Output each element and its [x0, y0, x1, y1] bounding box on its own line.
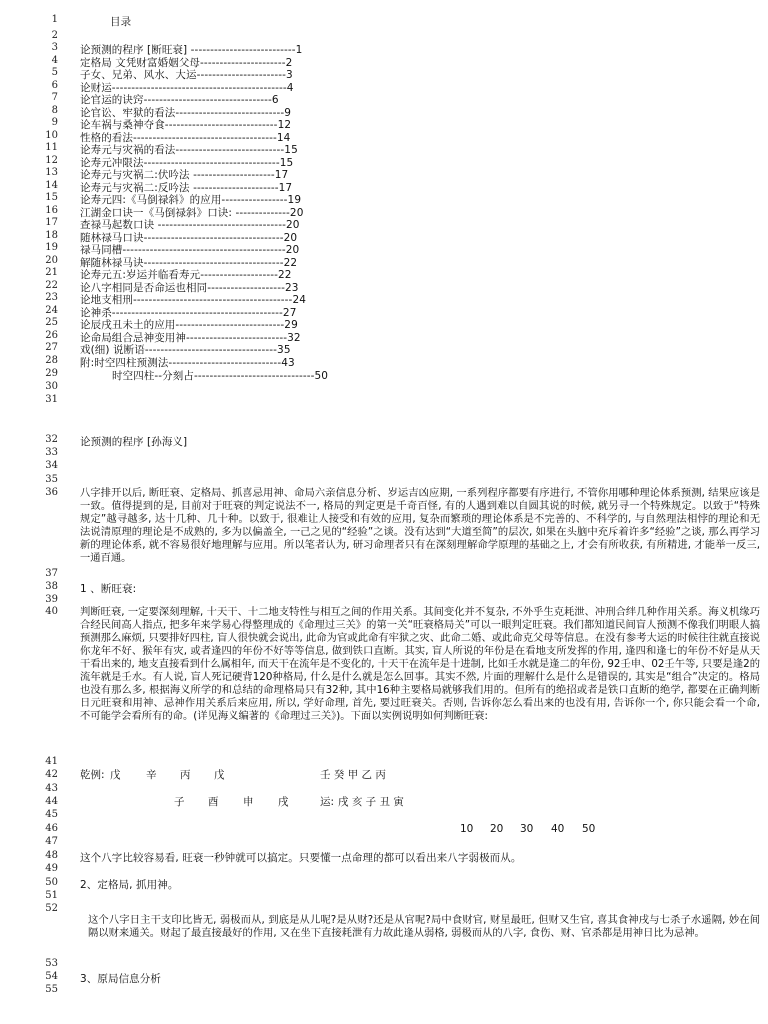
toc-entry: 随林禄马口诀------------------------------------20: [80, 232, 298, 244]
line-number: 21: [45, 267, 58, 278]
line-number: 38: [45, 581, 58, 592]
line-number: 11: [45, 142, 58, 153]
toc-entry: 查禄马起数口诀 ---------------------------------20: [80, 219, 300, 231]
item-paragraph-2: 这个八字日主干支印比皆无, 弱极而从, 到底是从儿呢?是从财?还是从官呢?局中食财官, 财星最旺, 但财又生官, 喜其食神戌与七杀子水遥隔, 妙在间隔以财来通关。财起了最直接最好的作用, 又在坐下直接耗泄有力故此逢从弱格, 弱极而从的八字, 食伤、财、官杀都是用神日比为忌神。: [88, 914, 760, 939]
line-number: 44: [45, 796, 58, 807]
line-number: 2: [51, 30, 58, 41]
line-number: 46: [45, 823, 58, 834]
line-number: 43: [45, 783, 58, 794]
toc-entry: 江湖金口诀一《马倒禄斜》口诀: --------------20: [80, 207, 304, 219]
line-number: 39: [45, 594, 58, 605]
line-number: 7: [51, 92, 58, 103]
toc-entry: 论官运的诀窍---------------------------------6: [80, 94, 279, 106]
toc-entry: 论寿元与灾祸二:伏吟法 ---------------------17: [80, 169, 289, 181]
luck-age: 50: [582, 823, 596, 835]
line-number: 18: [45, 230, 58, 241]
toc-entry: 论命局组合忌神变用神--------------------------32: [80, 332, 301, 344]
toc-entry: 论神杀--------------------------------------------27: [80, 307, 297, 319]
line-number: 29: [45, 368, 58, 379]
line-number: 4: [51, 55, 58, 66]
line-number: 9: [51, 117, 58, 128]
month-branch: 酉: [208, 796, 219, 808]
toc-entry: 禄马同槽------------------------------------------20: [80, 244, 300, 256]
toc-entry: 论官讼、牢狱的看法----------------------------9: [80, 107, 292, 119]
luck-age: 40: [551, 823, 565, 835]
line-number: 25: [45, 317, 58, 328]
line-number: 27: [45, 342, 58, 353]
toc-entry: 论寿元与灾祸二:反吟法 ----------------------17: [80, 182, 293, 194]
line-number: 42: [45, 769, 58, 780]
line-number: 22: [45, 280, 58, 291]
toc-entry: 解随林禄马诀------------------------------------22: [80, 257, 298, 269]
line-number: 50: [45, 877, 58, 888]
line-number: 32: [45, 434, 58, 445]
toc-entry: 论辰戌丑未土的应用----------------------------29: [80, 319, 298, 331]
toc-entry: 论财运---------------------------------------------4: [80, 82, 294, 94]
line-number: 5: [51, 67, 58, 78]
line-number: 23: [45, 292, 58, 303]
line-number: 40: [45, 606, 58, 617]
day-branch: 申: [243, 796, 254, 808]
line-number: 12: [45, 155, 58, 166]
toc-entry: 子女、兄弟、风水、大运-----------------------3: [80, 69, 293, 81]
line-number: 47: [45, 836, 58, 847]
toc-entry: 附:时空四柱预测法-----------------------------43: [80, 357, 295, 369]
toc-entry: 论寿元四:《马倒禄斜》的应用-----------------19: [80, 194, 302, 206]
intro-paragraph: 八字排开以后, 断旺衰、定格局、抓喜忌用神、命局六亲信息分析、岁运吉凶应期, 一系列程序都要有序进行, 不管你用哪种理论体系预测, 结果应该是一致。值得提到的是, 目前对于旺衰的判定说法不一, 格局的判定更是千奇百怪, 有的人遇到难以自圆其说的时候, 就另寻一个特殊规定。以致于“特殊规定”越寻越多, 达十几种、几十种。以致于, 很难让人接受和有效的应用, 复杂而繁琐的理论体系是不完善的、不科学的, 与自然理法相悖的理论和无法说清原理的理论是不成熟的, 多为以偏盖全, 一己之见的“经验”之谈。没有达到“大道至简”的层次, 如果在头脑中充斥着许多“经验”之谈, 那么再学习新的理论体系, 就不容易很好地理解与应用。所以笔者认为, 研习命理者只有在深刻理解命学原理的基础之上, 才会有所收获, 有所精进, 才能举一反三, 一通百通。: [80, 487, 760, 564]
luck-stems: 壬 癸 甲 乙 丙: [320, 769, 386, 781]
item-heading-2: 2、定格局, 抓用神。: [80, 879, 179, 891]
toc-entry: 性格的看法-------------------------------------14: [80, 132, 291, 144]
day-stem: 丙: [180, 769, 191, 781]
line-number: 45: [45, 809, 58, 820]
line-number: 16: [45, 205, 58, 216]
toc-entry: 论寿元五:岁运并临看寿元--------------------22: [80, 269, 292, 281]
toc-entry: 定格局 文凭财富婚姻父母----------------------2: [80, 57, 293, 69]
luck-label: 运:: [320, 796, 335, 808]
line-number: 35: [45, 474, 58, 485]
section-title: 论预测的程序 [孙海义]: [80, 436, 188, 448]
example-comment: 这个八字比较容易看, 旺衰一秒钟就可以搞定。只要懂一点命理的都可以看出来八字弱极而从。: [80, 852, 522, 864]
toc-entry: 论地支相刑-----------------------------------------24: [80, 294, 307, 306]
line-number: 54: [45, 971, 58, 982]
item-heading-1: 1 、断旺衰:: [80, 583, 137, 595]
line-number: 24: [45, 305, 58, 316]
line-number: 37: [45, 568, 58, 579]
hour-stem: 戊: [214, 769, 225, 781]
toc-entry: 论预测的程序 [断旺衰] ---------------------------1: [80, 44, 303, 56]
line-number: 6: [51, 80, 58, 91]
year-branch: 子: [174, 796, 185, 808]
line-number: 55: [45, 984, 58, 995]
example-label: 乾例:: [80, 769, 105, 781]
line-number: 49: [45, 863, 58, 874]
line-number: 19: [45, 242, 58, 253]
line-number: 48: [45, 850, 58, 861]
line-number: 31: [45, 394, 58, 405]
luck-age: 10: [460, 823, 474, 835]
hour-branch: 戌: [278, 796, 289, 808]
line-number: 13: [45, 167, 58, 178]
luck-age: 20: [490, 823, 504, 835]
line-number: 51: [45, 890, 58, 901]
line-number: 14: [45, 180, 58, 191]
luck-age: 30: [520, 823, 534, 835]
item-heading-3: 3、原局信息分析: [80, 973, 161, 985]
line-number: 36: [45, 487, 58, 498]
line-number: 28: [45, 355, 58, 366]
year-stem: 戊: [110, 769, 121, 781]
line-number: 41: [45, 756, 58, 767]
line-number: 1: [51, 14, 58, 25]
line-number: 52: [45, 903, 58, 914]
line-number: 26: [45, 330, 58, 341]
line-number: 8: [51, 105, 58, 116]
line-number: 30: [45, 381, 58, 392]
toc-entry: 论车祸与桑神夺食-----------------------------12: [80, 119, 292, 131]
toc-entry: 论寿元冲限法-----------------------------------15: [80, 157, 294, 169]
line-number: 53: [45, 958, 58, 969]
luck-branches: 戌 亥 子 丑 寅: [338, 796, 404, 808]
line-number: 33: [45, 447, 58, 458]
line-number: 34: [45, 460, 58, 471]
toc-entry: 时空四柱--分刻占-------------------------------50: [112, 370, 329, 382]
line-number: 20: [45, 255, 58, 266]
line-number: 10: [45, 130, 58, 141]
toc-entry: 论八字相同是否命运也相同--------------------23: [80, 282, 299, 294]
toc-entry: 戏(细) 说断语----------------------------------35: [80, 344, 291, 356]
line-number: 17: [45, 217, 58, 228]
month-stem: 辛: [146, 769, 157, 781]
item-paragraph-1: 判断旺衰, 一定要深刻理解, 十天干、十二地支特性与相互之间的作用关系。其间变化并不复杂, 不外乎生克耗泄、冲刑合绊几种作用关系。海义机缘巧合经民间高人指点, 把多年来学易心得整理成的《命理过三关》的第一关“旺衰格局关”可以一眼判定旺衰。我们都知道民间盲人预测不像我们明眼人搞预测那么麻烦, 只要排好四柱, 盲人很快就会说出, 此命为官或此命有牢狱之灾、此命二婚、或此命克父母等信息。在没有参考大运的时候往往就直接说你龙年不好、猴年有灾, 或者逢四的年份不好等等信息, 做到铁口直断。其实, 盲人所说的年份是在看地支所发挥的作用, 逢四和逢七的年份不好是从天干看出来的, 地支直接看到什么属相年, 而天干在流年是不变化的, 十天干在流年是十进制, 比如壬水就是逢二的年份, 92壬申、02壬午等, 只要是逢2的流年就是壬水。有人说, 盲人死记硬背120种格局, 什么是什么就是怎么回事。其实不然, 片面的理解什么是什么是错误的, 其实是“组合”决定的。格局也没有那么多, 根据海义所学的和总结的命理格局只有32种, 其中16种主要格局就够我们用的。但所有的绝招或者是铁口直断的绝学, 都要在正确判断日元旺衰和用神、忌神作用关系后来应用, 所以, 学好命理, 首先, 要过旺衰关。否则, 告诉你怎么看出来的也没有用, 告诉你一个, 你只能会看一个命, 不可能学会看所有的命。(详见海义编著的《命理过三关》)。下面以实例说明如何判断旺衰:: [80, 606, 760, 722]
line-number: 3: [51, 42, 58, 53]
toc-entry: 论寿元与灾祸的看法----------------------------15: [80, 144, 298, 156]
line-number: 15: [45, 192, 58, 203]
toc-heading: 目录: [110, 16, 132, 28]
